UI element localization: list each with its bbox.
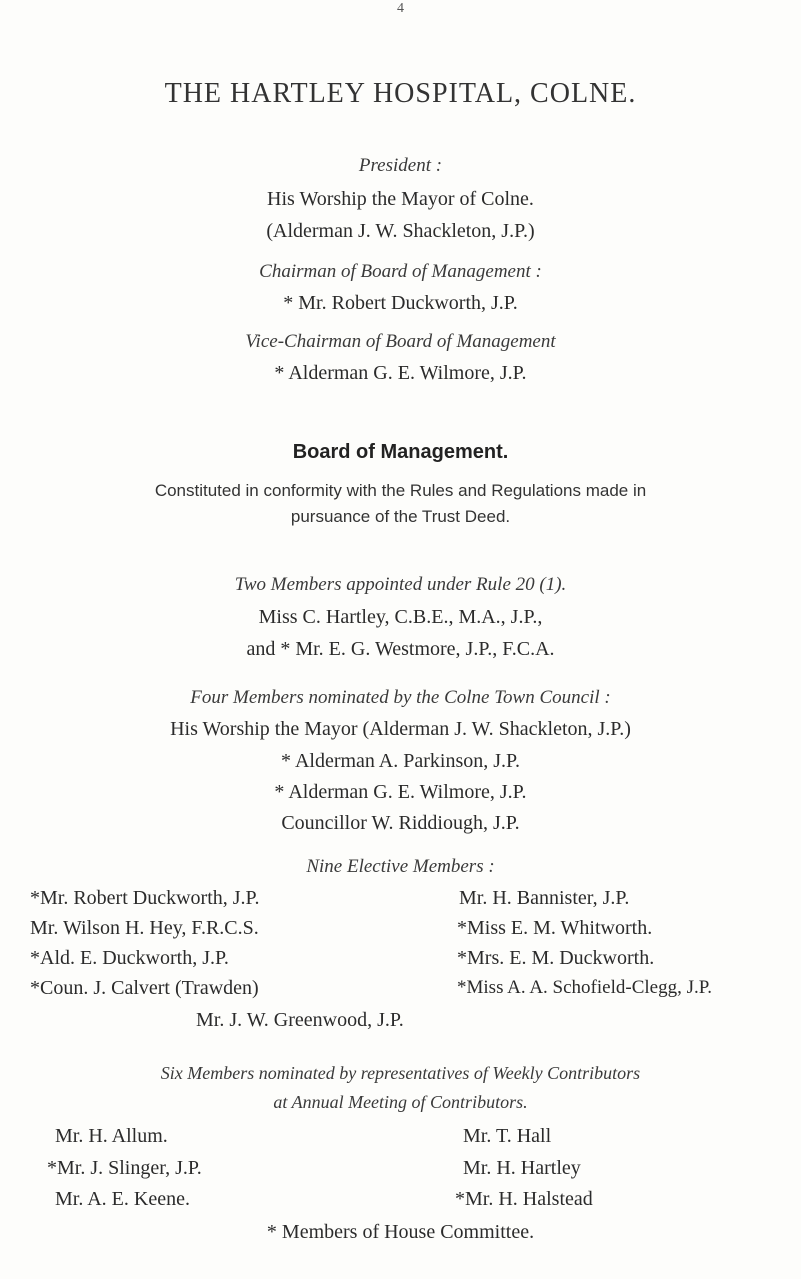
elective-member-left: *Mr. Robert Duckworth, J.P. bbox=[30, 887, 260, 909]
page-number: 4 bbox=[397, 1, 404, 16]
council-member: * Alderman A. Parkinson, J.P. bbox=[281, 750, 520, 772]
elective-member-left: Mr. Wilson H. Hey, F.R.C.S. bbox=[30, 917, 259, 939]
vice-chairman-heading: Vice-Chairman of Board of Management bbox=[245, 331, 556, 352]
rule-members-line-2: and * Mr. E. G. Westmore, J.P., F.C.A. bbox=[246, 638, 555, 660]
board-intro-line-1: Constituted in conformity with the Rules and Regulations made in bbox=[154, 481, 647, 500]
elective-member-right: *Miss E. M. Whitworth. bbox=[457, 917, 653, 939]
president-line-1: His Worship the Mayor of Colne. bbox=[267, 188, 534, 210]
vice-chairman-name: * Alderman G. E. Wilmore, J.P. bbox=[274, 362, 527, 384]
elective-members-heading: Nine Elective Members : bbox=[306, 856, 495, 877]
elective-member-right: Mr. H. Bannister, J.P. bbox=[459, 887, 630, 909]
council-members-heading: Four Members nominated by the Colne Town Council : bbox=[190, 687, 611, 708]
elective-member-left: *Coun. J. Calvert (Trawden) bbox=[30, 977, 259, 999]
rule-members-line-1: Miss C. Hartley, C.B.E., M.A., J.P., bbox=[258, 606, 543, 628]
council-member: * Alderman G. E. Wilmore, J.P. bbox=[274, 781, 527, 803]
contributor-member-left: Mr. H. Allum. bbox=[55, 1125, 168, 1147]
president-line-2: (Alderman J. W. Shackleton, J.P.) bbox=[266, 220, 535, 242]
contributor-member-left: Mr. A. E. Keene. bbox=[55, 1188, 190, 1210]
elective-member-last: Mr. J. W. Greenwood, J.P. bbox=[196, 1009, 404, 1031]
elective-member-right: *Miss A. A. Schofield-Clegg, J.P. bbox=[457, 977, 712, 998]
contributor-member-right: Mr. H. Hartley bbox=[463, 1157, 581, 1179]
council-member: His Worship the Mayor (Alderman J. W. Shackleton, J.P.) bbox=[170, 718, 631, 740]
contributor-member-right: *Mr. H. Halstead bbox=[455, 1188, 593, 1210]
contributor-member-right: Mr. T. Hall bbox=[463, 1125, 552, 1147]
board-heading: Board of Management. bbox=[292, 441, 509, 463]
board-intro-line-2: pursuance of the Trust Deed. bbox=[290, 507, 511, 526]
contributor-members-heading-1: Six Members nominated by representatives of Weekly Contributors bbox=[160, 1063, 641, 1083]
elective-member-right: *Mrs. E. M. Duckworth. bbox=[457, 947, 655, 969]
contributor-member-left: *Mr. J. Slinger, J.P. bbox=[47, 1157, 202, 1179]
house-committee-footnote: * Members of House Committee. bbox=[266, 1221, 535, 1243]
council-member: Councillor W. Riddiough, J.P. bbox=[281, 812, 520, 834]
contributor-members-heading-2: at Annual Meeting of Contributors. bbox=[273, 1092, 528, 1112]
chairman-heading: Chairman of Board of Management : bbox=[259, 261, 542, 282]
chairman-name: * Mr. Robert Duckworth, J.P. bbox=[283, 292, 518, 314]
page-title: THE HARTLEY HOSPITAL, COLNE. bbox=[164, 78, 637, 109]
rule-members-heading: Two Members appointed under Rule 20 (1). bbox=[234, 574, 567, 595]
elective-member-left: *Ald. E. Duckworth, J.P. bbox=[30, 947, 229, 969]
president-heading: President : bbox=[358, 155, 443, 176]
